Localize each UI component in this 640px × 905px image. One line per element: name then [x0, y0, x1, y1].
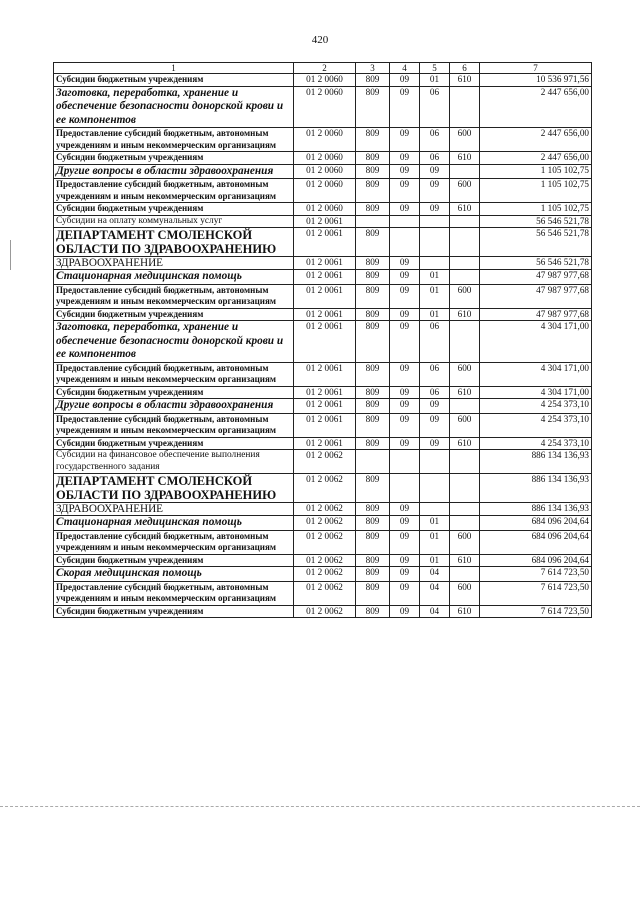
row-code: 610 — [450, 74, 480, 87]
row-code: 01 2 0061 — [294, 215, 356, 228]
row-amount: 7 614 723,50 — [480, 581, 592, 605]
row-code — [450, 399, 480, 414]
row-amount: 4 304 171,00 — [480, 321, 592, 363]
row-code: 09 — [420, 399, 450, 414]
row-code: 01 2 0062 — [294, 474, 356, 503]
row-code: 610 — [450, 605, 480, 618]
row-code: 809 — [356, 228, 390, 257]
row-label: Субсидии бюджетным учреждениям — [54, 74, 294, 87]
row-label: Предоставление субсидий бюджетным, автономным учреждениям и иным некоммерческим организациям — [54, 128, 294, 152]
row-code: 06 — [420, 321, 450, 363]
row-code — [356, 215, 390, 228]
row-amount: 886 134 136,93 — [480, 450, 592, 474]
row-code — [450, 516, 480, 531]
row-amount: 10 536 971,56 — [480, 74, 592, 87]
table-row — [54, 215, 592, 228]
table-row — [54, 270, 592, 285]
row-code — [450, 228, 480, 257]
header-cell: 1 — [54, 63, 294, 74]
row-code: 600 — [450, 128, 480, 152]
row-label: Субсидии на оплату коммунальных услуг — [54, 215, 294, 228]
row-code: 09 — [390, 605, 420, 618]
row-code: 04 — [420, 567, 450, 582]
table-row — [54, 516, 592, 531]
row-code: 01 2 0061 — [294, 399, 356, 414]
row-code: 01 — [420, 74, 450, 87]
row-code — [450, 270, 480, 285]
row-code: 09 — [390, 86, 420, 128]
row-code: 809 — [356, 530, 390, 554]
table-row — [54, 164, 592, 179]
row-code: 809 — [356, 86, 390, 128]
page-fold-line — [0, 806, 640, 807]
row-code: 09 — [420, 203, 450, 216]
row-code: 01 2 0060 — [294, 86, 356, 128]
row-code: 01 2 0062 — [294, 567, 356, 582]
row-label: Предоставление субсидий бюджетным, автономным учреждениям и иным некоммерческим организациям — [54, 362, 294, 386]
row-label: Субсидии бюджетным учреждениям — [54, 437, 294, 450]
table-row — [54, 152, 592, 165]
row-code: 09 — [420, 437, 450, 450]
row-code: 06 — [420, 386, 450, 399]
row-code: 01 2 0061 — [294, 362, 356, 386]
row-code: 09 — [390, 128, 420, 152]
row-code: 09 — [390, 516, 420, 531]
row-label: Предоставление субсидий бюджетным, автономным учреждениям и иным некоммерческим организациям — [54, 179, 294, 203]
row-code: 01 2 0060 — [294, 164, 356, 179]
row-code: 09 — [420, 179, 450, 203]
row-code: 809 — [356, 386, 390, 399]
row-amount: 4 304 171,00 — [480, 386, 592, 399]
row-amount: 684 096 204,64 — [480, 530, 592, 554]
row-label: Другие вопросы в области здравоохранения — [54, 399, 294, 414]
row-code: 09 — [420, 164, 450, 179]
page-number: 420 — [311, 34, 329, 46]
table-row — [54, 437, 592, 450]
row-code — [450, 503, 480, 516]
header-cell: 3 — [356, 63, 390, 74]
row-code — [356, 450, 390, 474]
row-code: 09 — [390, 503, 420, 516]
row-code: 09 — [390, 362, 420, 386]
row-code: 01 2 0062 — [294, 554, 356, 567]
row-amount: 56 546 521,78 — [480, 228, 592, 257]
row-code: 09 — [390, 321, 420, 363]
row-code: 600 — [450, 413, 480, 437]
table-row — [54, 450, 592, 474]
row-code: 809 — [356, 128, 390, 152]
row-code: 809 — [356, 474, 390, 503]
row-label: Другие вопросы в области здравоохранения — [54, 164, 294, 179]
header-cell: 6 — [450, 63, 480, 74]
row-code: 09 — [390, 437, 420, 450]
row-code: 600 — [450, 362, 480, 386]
row-code: 06 — [420, 152, 450, 165]
row-code — [420, 450, 450, 474]
row-code — [420, 228, 450, 257]
row-code: 09 — [390, 413, 420, 437]
header-row — [54, 63, 592, 74]
row-label: Предоставление субсидий бюджетным, автономным учреждениям и иным некоммерческим организациям — [54, 530, 294, 554]
row-code: 09 — [390, 308, 420, 321]
row-code: 809 — [356, 164, 390, 179]
row-amount: 684 096 204,64 — [480, 554, 592, 567]
row-amount: 2 447 656,00 — [480, 152, 592, 165]
row-code: 01 2 0061 — [294, 321, 356, 363]
row-amount: 4 254 373,10 — [480, 399, 592, 414]
table-row — [54, 413, 592, 437]
header-cell: 2 — [294, 63, 356, 74]
table-row — [54, 74, 592, 87]
row-code: 01 2 0060 — [294, 128, 356, 152]
row-code: 01 2 0061 — [294, 270, 356, 285]
row-label: ДЕПАРТАМЕНТ СМОЛЕНСКОЙ ОБЛАСТИ ПО ЗДРАВООХРАНЕНИЮ — [54, 228, 294, 257]
row-code: 610 — [450, 386, 480, 399]
row-amount: 4 254 373,10 — [480, 437, 592, 450]
row-code: 01 — [420, 554, 450, 567]
row-amount: 56 546 521,78 — [480, 257, 592, 270]
table-row — [54, 530, 592, 554]
row-code: 809 — [356, 413, 390, 437]
row-code: 01 2 0062 — [294, 503, 356, 516]
row-code: 809 — [356, 605, 390, 618]
row-amount: 2 447 656,00 — [480, 128, 592, 152]
row-amount: 7 614 723,50 — [480, 567, 592, 582]
row-code: 610 — [450, 554, 480, 567]
margin-mark — [10, 240, 11, 270]
row-code — [420, 503, 450, 516]
row-code: 809 — [356, 152, 390, 165]
header-cell: 4 — [390, 63, 420, 74]
row-amount: 1 105 102,75 — [480, 203, 592, 216]
row-code: 809 — [356, 362, 390, 386]
row-label: Субсидии на финансовое обеспечение выполнения государственного задания — [54, 450, 294, 474]
row-amount: 47 987 977,68 — [480, 270, 592, 285]
row-code: 09 — [390, 567, 420, 582]
row-code: 01 2 0061 — [294, 437, 356, 450]
row-amount: 47 987 977,68 — [480, 284, 592, 308]
row-code: 01 2 0060 — [294, 152, 356, 165]
row-code: 809 — [356, 308, 390, 321]
row-code: 809 — [356, 554, 390, 567]
table-row — [54, 228, 592, 257]
row-code: 09 — [420, 413, 450, 437]
row-code: 09 — [390, 284, 420, 308]
row-label: ЗДРАВООХРАНЕНИЕ — [54, 257, 294, 270]
row-code: 09 — [390, 179, 420, 203]
row-amount: 4 254 373,10 — [480, 413, 592, 437]
table-row — [54, 581, 592, 605]
row-label: Стационарная медицинская помощь — [54, 516, 294, 531]
row-label: ЗДРАВООХРАНЕНИЕ — [54, 503, 294, 516]
row-code: 09 — [390, 386, 420, 399]
row-label: Заготовка, переработка, хранение и обеспечение безопасности донорской крови и ее компонентов — [54, 86, 294, 128]
row-code: 809 — [356, 437, 390, 450]
row-code — [390, 474, 420, 503]
row-label: Субсидии бюджетным учреждениям — [54, 605, 294, 618]
row-code: 01 2 0061 — [294, 284, 356, 308]
table-row — [54, 399, 592, 414]
row-code — [390, 450, 420, 474]
row-code: 01 2 0061 — [294, 413, 356, 437]
row-code: 06 — [420, 86, 450, 128]
row-label: Стационарная медицинская помощь — [54, 270, 294, 285]
row-code: 09 — [390, 152, 420, 165]
budget-table — [53, 62, 592, 618]
row-code: 610 — [450, 308, 480, 321]
row-label: Предоставление субсидий бюджетным, автономным учреждениям и иным некоммерческим организациям — [54, 284, 294, 308]
row-code: 06 — [420, 128, 450, 152]
row-amount: 886 134 136,93 — [480, 474, 592, 503]
row-code — [450, 474, 480, 503]
table-row — [54, 86, 592, 128]
row-code: 01 2 0062 — [294, 581, 356, 605]
row-code: 01 2 0060 — [294, 203, 356, 216]
row-code — [450, 321, 480, 363]
row-code: 04 — [420, 581, 450, 605]
row-code: 809 — [356, 179, 390, 203]
table-body — [54, 63, 592, 618]
row-code: 09 — [390, 530, 420, 554]
row-amount: 1 105 102,75 — [480, 164, 592, 179]
row-label: Субсидии бюджетным учреждениям — [54, 203, 294, 216]
header-cell: 7 — [480, 63, 592, 74]
row-code: 809 — [356, 74, 390, 87]
row-code — [450, 215, 480, 228]
row-code: 01 2 0062 — [294, 605, 356, 618]
table-row — [54, 257, 592, 270]
row-label: ДЕПАРТАМЕНТ СМОЛЕНСКОЙ ОБЛАСТИ ПО ЗДРАВООХРАНЕНИЮ — [54, 474, 294, 503]
row-amount: 47 987 977,68 — [480, 308, 592, 321]
row-label: Скорая медицинская помощь — [54, 567, 294, 582]
row-code: 809 — [356, 516, 390, 531]
row-code — [450, 257, 480, 270]
row-code: 01 2 0062 — [294, 450, 356, 474]
row-code — [420, 474, 450, 503]
row-code: 809 — [356, 321, 390, 363]
row-code: 01 — [420, 284, 450, 308]
row-code: 01 2 0061 — [294, 228, 356, 257]
row-code: 610 — [450, 437, 480, 450]
row-code: 809 — [356, 581, 390, 605]
row-code: 09 — [390, 164, 420, 179]
row-code: 600 — [450, 530, 480, 554]
table-row — [54, 203, 592, 216]
row-code: 01 2 0062 — [294, 530, 356, 554]
table-row — [54, 308, 592, 321]
row-amount: 4 304 171,00 — [480, 362, 592, 386]
row-code: 09 — [390, 203, 420, 216]
row-code: 04 — [420, 605, 450, 618]
row-amount: 2 447 656,00 — [480, 86, 592, 128]
row-amount: 1 105 102,75 — [480, 179, 592, 203]
table-row — [54, 503, 592, 516]
table-row — [54, 386, 592, 399]
row-label: Субсидии бюджетным учреждениям — [54, 386, 294, 399]
row-code: 01 — [420, 530, 450, 554]
row-code: 09 — [390, 270, 420, 285]
row-code: 809 — [356, 203, 390, 216]
row-amount: 886 134 136,93 — [480, 503, 592, 516]
row-code: 01 2 0061 — [294, 257, 356, 270]
row-code: 06 — [420, 362, 450, 386]
table-row — [54, 474, 592, 503]
row-code: 01 — [420, 270, 450, 285]
row-label: Заготовка, переработка, хранение и обеспечение безопасности донорской крови и ее компонентов — [54, 321, 294, 363]
row-code: 600 — [450, 581, 480, 605]
table-row — [54, 321, 592, 363]
row-code: 610 — [450, 203, 480, 216]
row-code: 01 2 0060 — [294, 179, 356, 203]
table-row — [54, 605, 592, 618]
row-code: 809 — [356, 503, 390, 516]
table-row — [54, 284, 592, 308]
row-amount: 56 546 521,78 — [480, 215, 592, 228]
row-code: 809 — [356, 257, 390, 270]
row-code — [450, 86, 480, 128]
row-code: 809 — [356, 567, 390, 582]
table-row — [54, 362, 592, 386]
row-code: 09 — [390, 257, 420, 270]
row-label: Субсидии бюджетным учреждениям — [54, 554, 294, 567]
row-code: 809 — [356, 284, 390, 308]
row-code — [450, 567, 480, 582]
row-label: Предоставление субсидий бюджетным, автономным учреждениям и иным некоммерческим организациям — [54, 581, 294, 605]
row-code — [450, 450, 480, 474]
row-code — [420, 215, 450, 228]
row-code: 09 — [390, 581, 420, 605]
row-code: 09 — [390, 554, 420, 567]
table-row — [54, 554, 592, 567]
table-row — [54, 179, 592, 203]
row-code: 09 — [390, 399, 420, 414]
row-code — [420, 257, 450, 270]
table-row — [54, 567, 592, 582]
row-code: 01 — [420, 516, 450, 531]
row-code — [390, 215, 420, 228]
row-code: 610 — [450, 152, 480, 165]
row-amount: 684 096 204,64 — [480, 516, 592, 531]
header-cell: 5 — [420, 63, 450, 74]
row-code: 01 2 0061 — [294, 386, 356, 399]
row-amount: 7 614 723,50 — [480, 605, 592, 618]
row-code: 600 — [450, 284, 480, 308]
row-code: 01 — [420, 308, 450, 321]
row-code: 01 2 0062 — [294, 516, 356, 531]
row-code: 809 — [356, 399, 390, 414]
row-code: 600 — [450, 179, 480, 203]
row-code: 01 2 0060 — [294, 74, 356, 87]
row-code: 01 2 0061 — [294, 308, 356, 321]
row-label: Предоставление субсидий бюджетным, автономным учреждениям и иным некоммерческим организациям — [54, 413, 294, 437]
row-code — [390, 228, 420, 257]
row-code: 809 — [356, 270, 390, 285]
row-code: 09 — [390, 74, 420, 87]
row-label: Субсидии бюджетным учреждениям — [54, 152, 294, 165]
row-code — [450, 164, 480, 179]
row-label: Субсидии бюджетным учреждениям — [54, 308, 294, 321]
table-row — [54, 128, 592, 152]
